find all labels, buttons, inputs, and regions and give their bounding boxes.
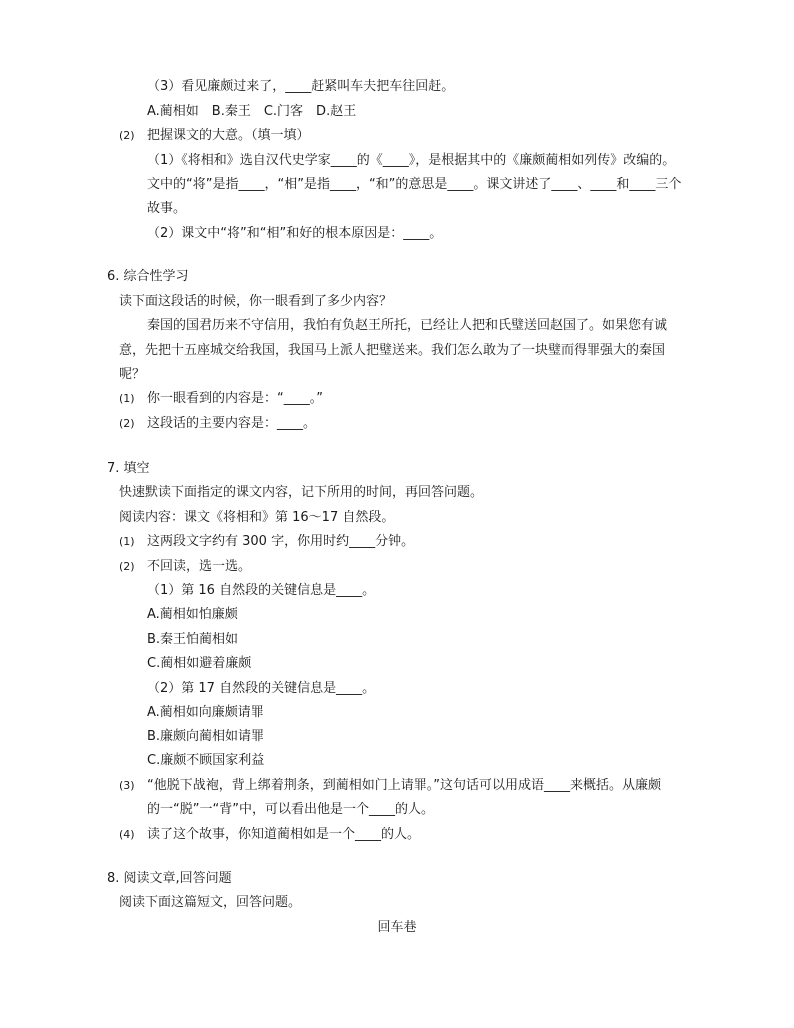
question-7-2-text: 不回读，选一选。: [147, 559, 252, 574]
question-6-2-number: (2): [119, 417, 135, 430]
question-6-1-text: 你一眼看到的内容是：“____。”: [147, 391, 323, 406]
question-7-2-item-1-option-a: A.蔺相如怕廉颇: [147, 607, 238, 622]
section-8-heading: 8. 阅读文章,回答问题: [107, 871, 232, 886]
section-6-instruction: 读下面这段话的时候，你一眼看到了多少内容？: [119, 294, 393, 309]
question-7-3-text-cont: 的一“脱”一“背”中，可以看出他是一个____的人。: [147, 802, 434, 817]
question-7-1-text: 这两段文字约有 300 字，你用时约____分钟。: [147, 534, 415, 549]
question-7-4-number: (4): [119, 828, 135, 841]
question-7-2-item-1-option-c: C.蔺相如避着廉颇: [147, 656, 252, 671]
question-7-2-item-2-option-b: B.廉颇向蔺相如请罪: [147, 729, 265, 744]
question-7-2-item-1: （1）第 16 自然段的关键信息是____。: [147, 583, 376, 598]
question-6-1-number: (1): [119, 392, 135, 405]
section-6-passage-line-3: 呢？: [119, 367, 146, 382]
question-6-2-text: 这段话的主要内容是：____。: [147, 416, 317, 431]
section-7-heading: 7. 填空: [107, 461, 150, 476]
section-7-reading-range: 阅读内容：课文《将相和》第 16～17 自然段。: [119, 510, 395, 525]
question-7-2-item-2: （2）第 17 自然段的关键信息是____。: [147, 681, 376, 696]
question-7-2-item-2-option-c: C.廉颇不顾国家利益: [147, 753, 265, 768]
question-5-1-item-3-options: A.蔺相如 B.秦王 C.门客 D.赵王: [147, 104, 357, 119]
section-6-heading: 6. 综合性学习: [107, 269, 189, 284]
section-6-passage-line-2: 意，先把十五座城交给我国，我国马上派人把璧送来。我们怎么敢为了一块璧而得罪强大的秦国: [119, 343, 666, 358]
question-7-1-number: (1): [119, 535, 135, 548]
question-7-3-text: “他脱下战袍，背上绑着荆条，到蔺相如门上请罪。”这句话可以用成语____来概括。从廉颇: [147, 778, 661, 793]
question-5-2-item-1-end: 故事。: [147, 201, 187, 216]
question-7-3-number: (3): [119, 779, 135, 792]
section-6-passage-line-1: 秦国的国君历来不守信用，我怕有负赵王所托，已经让人把和氏璧送回赵国了。如果您有诚: [147, 318, 668, 333]
question-5-2-item-1: （1）《将相和》选自汉代史学家____的《____》，是根据其中的《廉颇蔺相如列传》改编的。: [147, 153, 676, 168]
question-5-2-item-1-cont: 文中的“将”是指____，“相”是指____，“和”的意思是____。课文讲述了____、____和____三个: [147, 177, 682, 192]
question-7-2-item-2-option-a: A.蔺相如向廉颇请罪: [147, 705, 264, 720]
section-7-instruction: 快速默读下面指定的课文内容，记下所用的时间，再回答问题。: [119, 485, 484, 500]
question-7-2-item-1-option-b: B.秦王怕蔺相如: [147, 632, 239, 647]
section-8-instruction: 阅读下面这篇短文，回答问题。: [119, 895, 302, 910]
article-title: 回车巷: [377, 920, 417, 935]
question-5-2-item-2: （2）课文中“将”和“相”和好的根本原因是：____。: [147, 226, 443, 241]
question-5-2-prompt: 把握课文的大意。（填一填）: [147, 128, 310, 143]
question-5-1-item-3: （3）看见廉颇过来了，____赶紧叫车夫把车往回赶。: [147, 79, 455, 94]
question-7-4-text: 读了这个故事，你知道蔺相如是一个____的人。: [147, 827, 421, 842]
question-7-2-number: (2): [119, 560, 135, 573]
question-5-2-number: (2): [119, 129, 135, 142]
